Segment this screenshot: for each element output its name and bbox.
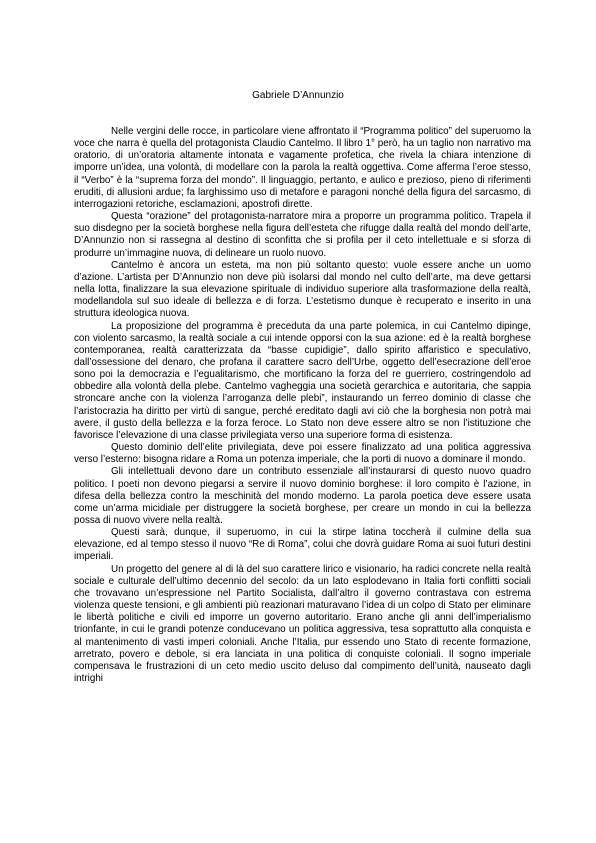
- paragraph-2: Questa “orazione” del protagonista-narratore mira a proporre un programma politico. Trapela il suo disdegno per la società borghese nella figura dell’esteta che rifugge dalla realtà del mondo dell’arte, D’Annunzio non si rassegna al destino di sconfitta che si profila per il ceto intellettuale e si sforza di produrre un’immagine nuova, di delineare un ruolo nuovo.: [74, 211, 531, 259]
- document-title: Gabriele D’Annunzio: [252, 90, 344, 101]
- paragraph-7: Questi sarà, dunque, il superuomo, in cui la stirpe latina toccherà il culmine della sua elevazione, ed al tempo stesso il nuovo “Re di Roma”, colui che dovrà guidare Roma ai suoi futuri destini imperiali.: [74, 527, 531, 563]
- paragraph-3: Cantelmo è ancora un esteta, ma non più soltanto questo: vuole essere anche un uomo d’azione. L’artista per D’Annunzio non deve più isolarsi dal mondo nel culto dell’arte, ma deve gettarsi nella lotta, finalizzare la sua elevazione spirituale di individuo superiore alla trasformazione della realtà, modellandola sul suo ideale di bellezza e di forza. L’estetismo dunque è recuperato e inserito in una struttura ideologica nuova.: [74, 259, 531, 320]
- paragraph-6: Gli intellettuali devono dare un contributo essenziale all’instaurarsi di questo nuovo quadro politico. I poeti non devono piegarsi a servire il nuovo dominio borghese: il loro compito è l’azione, in difesa della bellezza contro la meschinità del mondo moderno. La parola poetica deve essere usata come un’arma micidiale per distruggere la società borghese, per creare un mondo in cui la bellezza possa di nuovo vivere nella realtà.: [74, 466, 531, 526]
- paragraph-5: Questo dominio dell’elite privilegiata, deve poi essere finalizzato ad una politica aggressiva verso l’esterno: bisogna ridare a Roma un potenza imperiale, che la porti di nuovo a dominare il mondo.: [74, 442, 531, 466]
- paragraph-8: Un progetto del genere al di là del suo carattere lirico e visionario, ha radici concrete nella realtà sociale e culturale dell’ultimo decennio del secolo: da un lato esplodevano in Italia forti conflitti sociali che trovavano un’espressione nel Partito Socialista, dall’altro il governo contrastava con estrema violenza queste tensioni, e gli ambienti più reazionari maturavano l’idea di un colpo di Stato per eliminare le libertà politiche e civili ed imporre un governo autoritario. Erano anche gli anni dell’imperialismo trionfante, in cui le grandi potenze conducevano un politica aggressiva, tesa soprattutto alla conquista e al mantenimento di vasti imperi coloniali. Anche l’Italia, pur essendo uno Stato di recente formazione, arretrato, povero e debole, si era lanciata in una politica di conquiste coloniali. Il sogno imperiale compensava le frustrazioni di un ceto medio uscito deluso dal compimento dell’unità, nauseato dagli intrighi: [74, 563, 531, 685]
- document-body: [74, 126, 531, 685]
- paragraph-4: La proposizione del programma è preceduta da una parte polemica, in cui Cantelmo dipinge, con violento sarcasmo, la realtà sociale a cui intende opporsi con la sua azione: ed è la realtà borghese contemporanea, realtà caratterizzata da “basse cupidigie”, dallo spirito affaristico e speculativo, dall’ossessione del denaro, che profana il carattere sacro dell’Urbe, oggetto dell’esecrazione dell’eroe sono poi la democrazia e l’egualitarismo, che mortificano la forza del re guerriero, costringendolo ad obbedire alla volontà della plebe. Cantelmo vagheggia una società gerarchica e autoritaria, che sappia stroncare anche con la violenza l’arroganza delle plebi”, instaurando un ferreo dominio di classe che l’aristocrazia ha diritto per virtù di sangue, perché ereditato dagli avi ciò che la borghesia non potrà mai avere, il gusto della bellezza e la forza feroce. Lo Stato non deve essere altro se non l’istituzione che favorisce l’elevazione di una classe privilegiata verso una superiore forma di esistenza.: [74, 320, 531, 441]
- paragraph-1: Nelle vergini delle rocce, in particolare viene affrontato il “Programma politico” del superuomo la voce che narra è quella del protagonista Claudio Cantelmo. Il libro 1° però, ha un taglio non narrativo ma oratorio, di un’oratoria altamente intonata e vagamente profetica, che rivela la chiara intenzione di imporre un’idea, una volontà, di modellare con la parola la realtà oggettiva. Come afferma l’eroe stesso, il “Verbo” è la “suprema forza del mondo”. Il linguaggio, pertanto, e aulico e prezioso, pieno di riferimenti eruditi, di allusioni ardue; fa larghissimo uso di metafore e paragoni nonché della figura del sarcasmo, di interrogazioni retoriche, esclamazioni, apostrofi dirette.: [74, 126, 531, 210]
